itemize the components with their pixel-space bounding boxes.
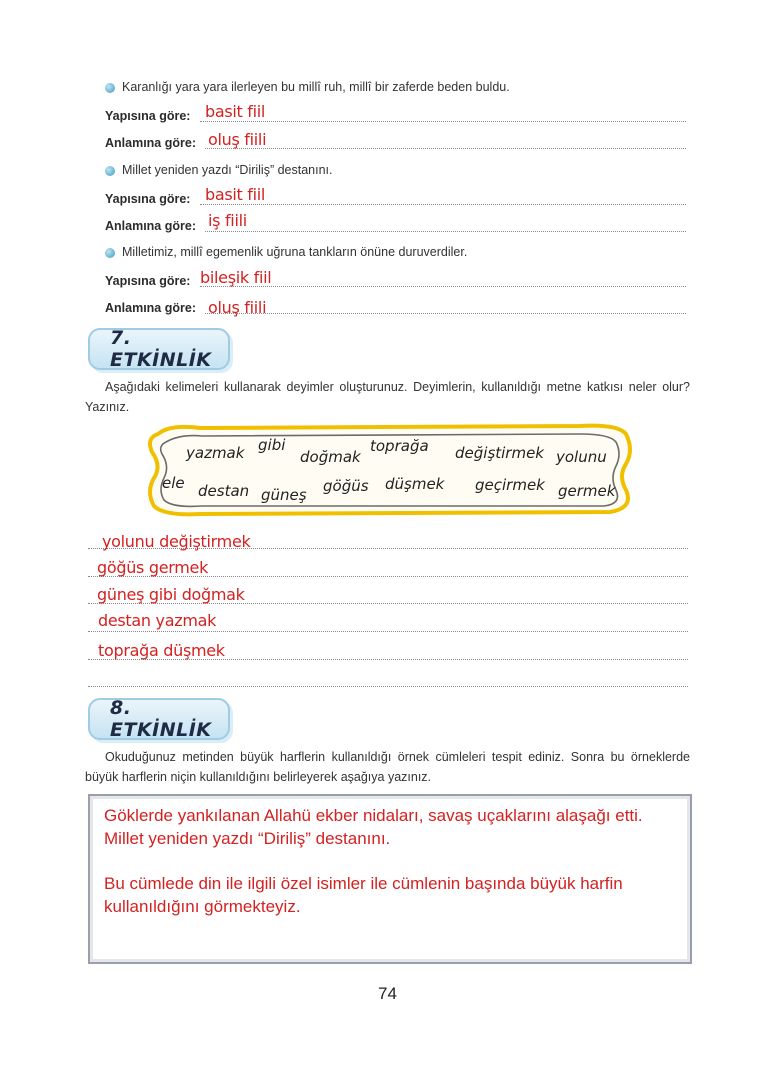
scroll-word: düşmek <box>385 475 445 493</box>
structure-label-2: Yapısına göre: <box>105 192 191 206</box>
activity-7-title: 7. ETKİNLİK <box>110 327 212 371</box>
scroll-word: yazmak <box>186 444 245 462</box>
meaning-label-2: Anlamına göre: <box>105 219 196 233</box>
activity-7-instruction: Aşağıdaki kelimeleri kullanarak deyimler oluşturunuz. Deyimlerin, kullanıldığı metne katkısı neler olur? Yazınız. <box>85 380 690 414</box>
scroll-word: destan <box>198 482 250 500</box>
answer-line <box>205 313 686 314</box>
answer-box-line-4: kullanıldığını görmekteyiz. <box>104 897 301 916</box>
activity-8-instruction: Okuduğunuz metinden büyük harflerin kullanıldığı örnek cümleleri tespit ediniz. Sonra bu örneklerde büyük harflerin niçin kullanıldığını belirleyerek aşağıya yazınız. <box>85 750 690 784</box>
answer-line <box>88 686 688 687</box>
idiom-answer-3: güneş gibi doğmak <box>97 585 245 604</box>
scroll-word: gibi <box>258 436 286 454</box>
scroll-word: değiştirmek <box>455 444 544 462</box>
answer-box-line-3: Bu cümlede din ile ilgili özel isimler ile cümlenin başında büyük harfin <box>104 874 623 893</box>
bullet-icon <box>105 83 115 93</box>
meaning-answer-3: oluş fiili <box>208 298 267 317</box>
answer-line <box>200 204 686 205</box>
answer-box-line-1: Göklerde yankılanan Allahü ekber nidaları, savaş uçaklarını alaşağı etti. <box>104 806 643 825</box>
scroll-word: germek <box>558 482 616 500</box>
structure-label-1: Yapısına göre: <box>105 109 191 123</box>
meaning-label-3: Anlamına göre: <box>105 301 196 315</box>
scroll-word: güneş <box>261 486 307 504</box>
answer-line <box>88 631 688 632</box>
structure-answer-2: basit fiil <box>205 185 266 204</box>
answer-box-line-2: Millet yeniden yazdı “Diriliş” destanını. <box>104 829 391 848</box>
structure-answer-3: bileşik fiil <box>200 268 272 287</box>
meaning-answer-2: iş fiili <box>208 211 247 230</box>
sentence-3: Milletimiz, millî egemenlik uğruna tankların önüne duruverdiler. <box>122 245 468 259</box>
structure-label-3: Yapısına göre: <box>105 274 191 288</box>
sentence-1: Karanlığı yara yara ilerleyen bu millî ruh, millî bir zaferde beden buldu. <box>122 80 510 94</box>
scroll-word: toprağa <box>370 437 429 455</box>
scroll-word: göğüs <box>323 477 369 495</box>
activity-8-title: 8. ETKİNLİK <box>110 697 212 741</box>
bullet-icon <box>105 248 115 258</box>
page-number: 74 <box>378 984 397 1003</box>
activity-8-badge <box>88 698 230 740</box>
scroll-word: yolunu <box>556 448 607 466</box>
scroll-word: ele <box>162 474 185 492</box>
answer-line <box>200 286 686 287</box>
meaning-answer-1: oluş fiili <box>208 130 267 149</box>
word-scroll-frame <box>140 420 640 520</box>
bullet-icon <box>105 166 115 176</box>
idiom-answer-1: yolunu değiştirmek <box>102 532 251 551</box>
scroll-word: doğmak <box>300 448 361 466</box>
answer-line <box>200 121 686 122</box>
scroll-word: geçirmek <box>475 476 545 494</box>
answer-line <box>205 231 686 232</box>
meaning-label-1: Anlamına göre: <box>105 136 196 150</box>
idiom-answer-4: destan yazmak <box>98 611 217 630</box>
activity-7-badge <box>88 328 230 370</box>
idiom-answer-2: göğüs germek <box>97 558 209 577</box>
idiom-answer-5: toprağa düşmek <box>98 641 225 660</box>
sentence-2: Millet yeniden yazdı “Diriliş” destanını. <box>122 163 333 177</box>
answer-line <box>205 148 686 149</box>
structure-answer-1: basit fiil <box>205 102 266 121</box>
